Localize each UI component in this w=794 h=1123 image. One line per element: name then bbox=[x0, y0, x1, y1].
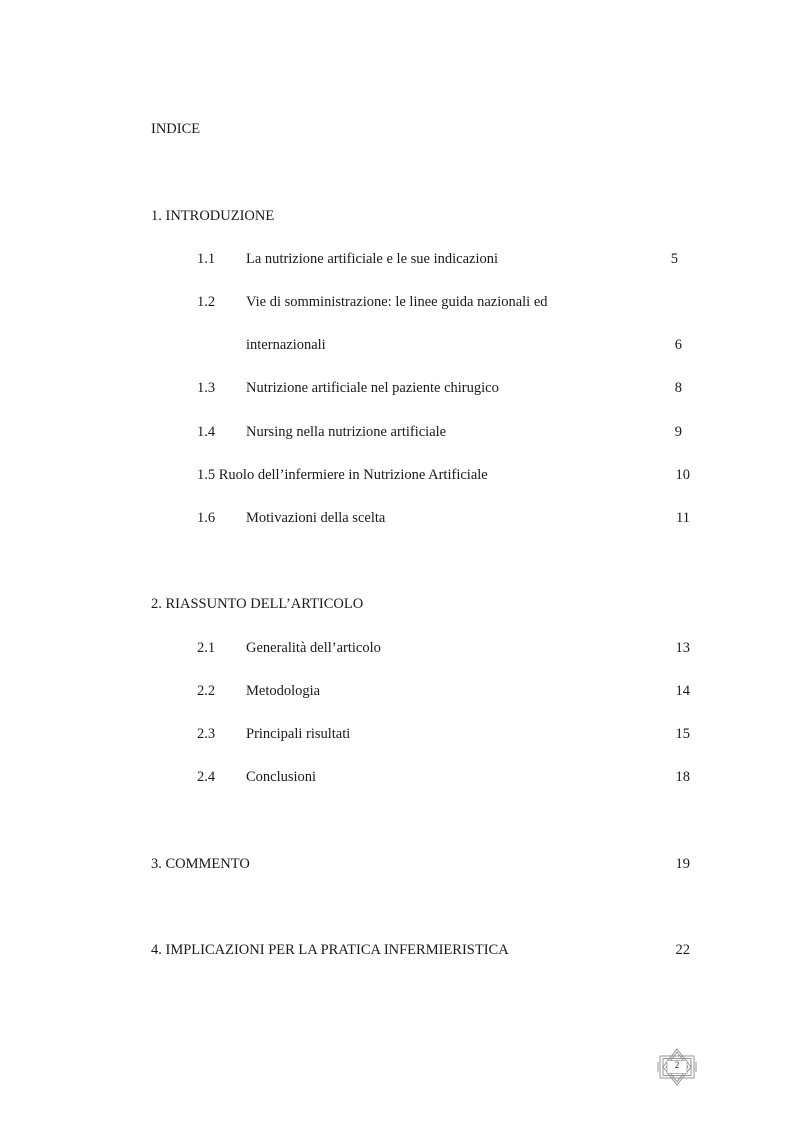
entry-text: Metodologia bbox=[246, 683, 321, 699]
entry-text: Nursing nella nutrizione artificiale bbox=[246, 424, 447, 440]
entry-page: 8 bbox=[674, 380, 682, 396]
entry-text: Principali risultati bbox=[246, 726, 351, 742]
entry-text-continuation: internazionali bbox=[246, 337, 326, 353]
section-heading: 3. COMMENTO bbox=[151, 856, 250, 872]
entry-text: Vie di somministrazione: le linee guida nazionali ed bbox=[246, 294, 548, 310]
entry-page: 14 bbox=[675, 683, 690, 699]
entry-number: 2.4 bbox=[197, 769, 216, 785]
entry-page: 22 bbox=[675, 942, 690, 958]
entry-number: 2.1 bbox=[197, 640, 216, 656]
entry-page: 5 bbox=[670, 251, 678, 267]
entry-number: 1.2 bbox=[197, 294, 216, 310]
entry-number: 1.3 bbox=[197, 380, 216, 396]
section-heading: 4. IMPLICAZIONI PER LA PRATICA INFERMIERISTICA bbox=[151, 942, 509, 958]
entry-page: 18 bbox=[675, 769, 690, 785]
toc-title: INDICE bbox=[151, 121, 201, 137]
entry-page: 6 bbox=[674, 337, 682, 353]
entry-page: 13 bbox=[675, 640, 690, 656]
entry-text: Generalità dell’articolo bbox=[246, 640, 381, 656]
page-number-badge bbox=[656, 1048, 698, 1086]
entry-number: 2.3 bbox=[197, 726, 216, 742]
entry-text: Conclusioni bbox=[246, 769, 317, 785]
entry-page: 9 bbox=[674, 424, 682, 440]
entry-page: 19 bbox=[675, 856, 690, 872]
entry-text: Nutrizione artificiale nel paziente chirugico bbox=[246, 380, 499, 396]
entry-page: 15 bbox=[675, 726, 690, 742]
entry-number: 1.6 bbox=[197, 510, 216, 526]
entry-page: 10 bbox=[675, 467, 690, 483]
entry-text: La nutrizione artificiale e le sue indicazioni bbox=[246, 251, 499, 267]
section-heading: 2. RIASSUNTO DELL’ARTICOLO bbox=[151, 596, 364, 612]
entry-page: 11 bbox=[676, 510, 690, 526]
entry-text: 1.5 Ruolo dell’infermiere in Nutrizione Artificiale bbox=[197, 467, 488, 483]
entry-text: Motivazioni della scelta bbox=[246, 510, 386, 526]
page-number: 2 bbox=[674, 1060, 680, 1070]
entry-number: 2.2 bbox=[197, 683, 216, 699]
entry-number: 1.4 bbox=[197, 424, 216, 440]
entry-number: 1.1 bbox=[197, 251, 216, 267]
section-heading: 1. INTRODUZIONE bbox=[151, 208, 275, 224]
